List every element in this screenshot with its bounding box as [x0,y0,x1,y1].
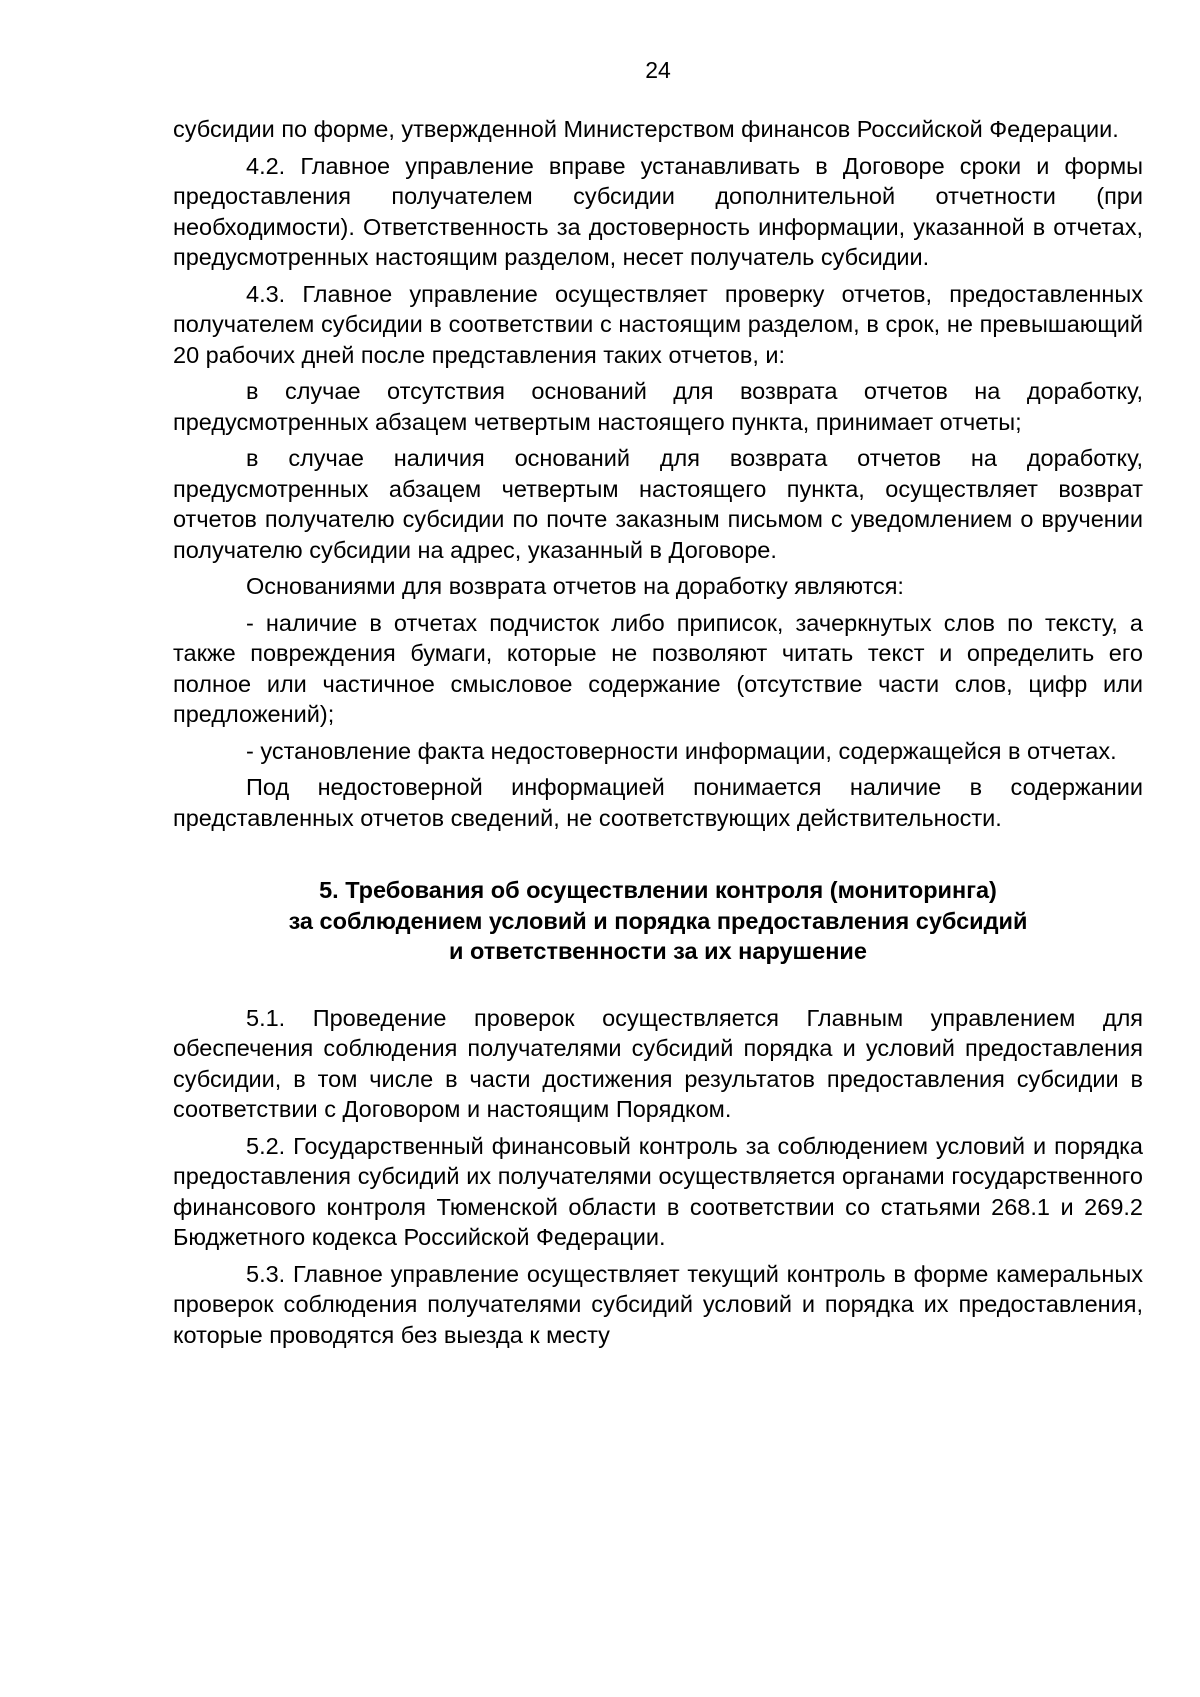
paragraph-5-3: 5.3. Главное управление осуществляет текущий контроль в форме камеральных проверок соблюдения получателями субсидий условий и порядка их предоставления, которые проводятся без выезда к месту [173,1260,1143,1348]
section-5-heading-line: за соблюдением условий и порядка предоставления субсидий [288,907,1028,934]
page-number: 24 [645,57,671,83]
paragraph-5-1: 5.1. Проведение проверок осуществляется Главным управлением для обеспечения соблюдения получателями субсидий порядка и условий предоставления субсидии, в том числе в части достижения результатов предоставления субсидии в соответствии с Договором и настоящим Порядком. [173,1004,1143,1122]
paragraph-ground-erasures: - наличие в отчетах подчисток либо приписок, зачеркнутых слов по тексту, а также повреждения бумаги, которые не позволяют читать текст и определить его полное или частичное смысловое содержание (отсутствие части слов, цифр или предложений); [173,609,1143,727]
paragraph-return-reports: в случае наличия оснований для возврата отчетов на доработку, предусмотренных абзацем четвертым настоящего пункта, осуществляет возврат отчетов получателю субсидии по почте заказным письмом с уведомлением о вручении получателю субсидии на адрес, указанный в Договоре. [173,445,1143,563]
page-content [173,114,1143,1356]
paragraph-continuation: субсидии по форме, утвержденной Министерством финансов Российской Федерации. [173,116,1119,142]
section-5-heading-line: 5. Требования об осуществлении контроля (мониторинга) [319,877,997,903]
paragraph-false-info-definition: Под недостоверной информацией понимается наличие в содержании представленных отчетов сведений, не соответствующих действительности. [173,774,1143,831]
section-5-heading [173,875,1143,967]
paragraph-4-2: 4.2. Главное управление вправе устанавливать в Договоре сроки и формы предоставления получателем субсидии дополнительной отчетности (при необходимости). Ответственность за достоверность информации, указанной в отчетах, предусмотренных настоящим разделом, несет получатель субсидии. [173,152,1143,270]
paragraph-4-3: 4.3. Главное управление осуществляет проверку отчетов, предоставленных получателем субсидии в соответствии с настоящим разделом, в срок, не превышающий 20 рабочих дней после представления таких отчетов, и: [173,280,1143,368]
paragraph-5-2: 5.2. Государственный финансовый контроль за соблюдением условий и порядка предоставления субсидий их получателями осуществляется органами государственного финансового контроля Тюменской области в соответствии со статьями 268.1 и 269.2 Бюджетного кодекса Российской Федерации. [173,1132,1143,1250]
section-5-heading-line: и ответственности за их нарушение [449,938,867,964]
paragraph-accept-reports: в случае отсутствия оснований для возврата отчетов на доработку, предусмотренных абзацем четвертым настоящего пункта, принимает отчеты; [173,378,1143,435]
paragraph-return-grounds: Основаниями для возврата отчетов на доработку являются: [246,573,904,599]
paragraph-ground-false-info: - установление факта недостоверности информации, содержащейся в отчетах. [246,737,1117,764]
